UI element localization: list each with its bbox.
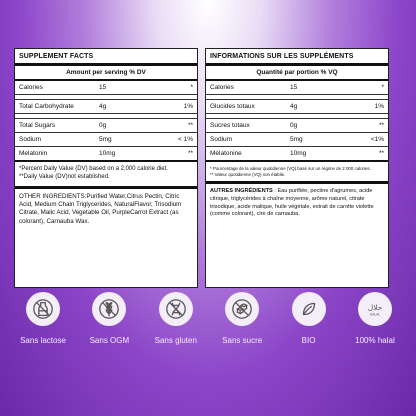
nutrient-amount: 0g — [99, 122, 107, 129]
footnote-line: * Pourcentage de la valeur quotidienne (VQ) basé sur un régime de 2 000 calories. — [210, 166, 371, 171]
footnote-line: **Daily Value (DV)not established. — [19, 173, 110, 180]
nutrient-amount: 15 — [290, 84, 298, 91]
supplement-info-title: INFORMATIONS SUR LES SUPPLÉMENTS — [206, 49, 388, 66]
halal-latin-text: HALAL — [369, 312, 381, 317]
table-row — [206, 119, 388, 133]
table-row — [15, 147, 197, 162]
nutrient-amount: 15 — [99, 84, 107, 91]
badge-label: Sans gluten — [154, 336, 197, 345]
nutrient-name: Mélatonine — [210, 150, 242, 157]
nutrient-dv: ** — [378, 122, 384, 129]
nutrient-name: Total Sugars — [19, 122, 56, 129]
nutrient-dv: ** — [187, 122, 193, 129]
amount-per-serving-header: Amount per serving % DV — [15, 66, 197, 81]
badge-sugar-free — [213, 292, 271, 345]
nutrient-amount: 5mg — [290, 136, 303, 143]
nutrient-name: Total Carbohydrate — [19, 103, 74, 110]
nutrient-amount: 10mg — [99, 150, 116, 157]
table-row — [206, 81, 388, 95]
no-gluten-dna-icon — [159, 292, 193, 326]
daily-value-footnote — [206, 162, 388, 184]
badge-halal — [346, 292, 404, 345]
footnote-line: ** Valeur quotidienne (VQ) non établie. — [210, 171, 286, 177]
nutrient-dv: < 1% — [178, 136, 193, 143]
nutrient-name: Sodium — [210, 136, 233, 143]
leaf-icon — [292, 292, 326, 326]
no-gmo-wheat-icon — [92, 292, 126, 326]
badge-label: 100% halal — [355, 336, 395, 345]
nutrient-name: Melatonin — [19, 150, 48, 157]
other-ingredients: OTHER INGREDIENTS:Purified Water,Citrus Pectin, Citric Acid, Medium Chain Triglycerides, NaturalFlavor, Trisodium Citrate, Malic Acid, Vegetable Oil, PurpleCarrot Extract (as colorant), Carnauba Wax. — [19, 192, 182, 225]
badge-label: Sans OGM — [89, 336, 130, 345]
nutrient-name: Glucides totaux — [210, 103, 255, 110]
nutrient-dv: 1% — [374, 103, 384, 110]
badge-organic — [280, 292, 338, 345]
nutrient-name: Sodium — [19, 136, 42, 143]
nutrient-name: Calories — [19, 84, 43, 91]
halal-icon — [358, 292, 392, 326]
no-milk-icon — [26, 292, 60, 326]
badge-row — [14, 292, 404, 345]
table-row — [206, 133, 388, 147]
ingredients-text: : Eau purifiée, pectine d'agrumes, acide citrique, triglycérides à chaîne moyenne, arôme naturel, citrate trisodique, acide malique, huile végétale, extrait de carotte violette (comme colorant), cire de carnauba. — [210, 188, 374, 218]
badge-label: BIO — [301, 336, 316, 345]
nutrient-amount: 4g — [99, 103, 107, 110]
quantity-per-portion-header: Quantité par portion % VQ — [206, 66, 388, 81]
nutrient-dv: ** — [378, 150, 384, 157]
badge-gmo-free — [80, 292, 138, 345]
nutrient-name: Sucres totaux — [210, 122, 250, 129]
nutrient-amount: 4g — [290, 103, 298, 110]
supplement-facts-title: SUPPLEMENT FACTS — [15, 49, 197, 66]
ingredients-label: AUTRES INGRÉDIENTS — [210, 188, 273, 195]
nutrient-dv: ** — [187, 150, 193, 157]
table-row — [15, 81, 197, 95]
nutrient-dv: * — [190, 84, 193, 91]
nutrient-dv: 1% — [183, 103, 193, 110]
badge-label: Sans sucre — [222, 336, 263, 345]
table-row — [206, 100, 388, 114]
badge-label: Sans lactose — [20, 336, 66, 345]
nutrient-amount: 0g — [290, 122, 298, 129]
supplement-info-panel-fr — [205, 48, 389, 288]
table-row — [15, 119, 197, 133]
table-row — [15, 100, 197, 114]
nutrient-dv: <1% — [370, 136, 384, 143]
nutrient-dv: * — [381, 84, 384, 91]
daily-value-footnote — [15, 162, 197, 189]
footnote-line: *Percent Daily Value (DV) based on a 2,000 calorie diet. — [19, 166, 168, 172]
table-row — [206, 147, 388, 162]
halal-arabic-text: حلال — [367, 302, 383, 312]
badge-gluten-free — [147, 292, 205, 345]
no-sugar-cubes-icon — [225, 292, 259, 326]
nutrient-amount: 10mg — [290, 150, 307, 157]
nutrient-name: Calories — [210, 84, 234, 91]
other-ingredients — [206, 184, 388, 222]
table-row — [15, 133, 197, 147]
badge-lactose-free — [14, 292, 72, 345]
nutrient-amount: 5mg — [99, 136, 112, 143]
supplement-facts-panel — [14, 48, 198, 288]
